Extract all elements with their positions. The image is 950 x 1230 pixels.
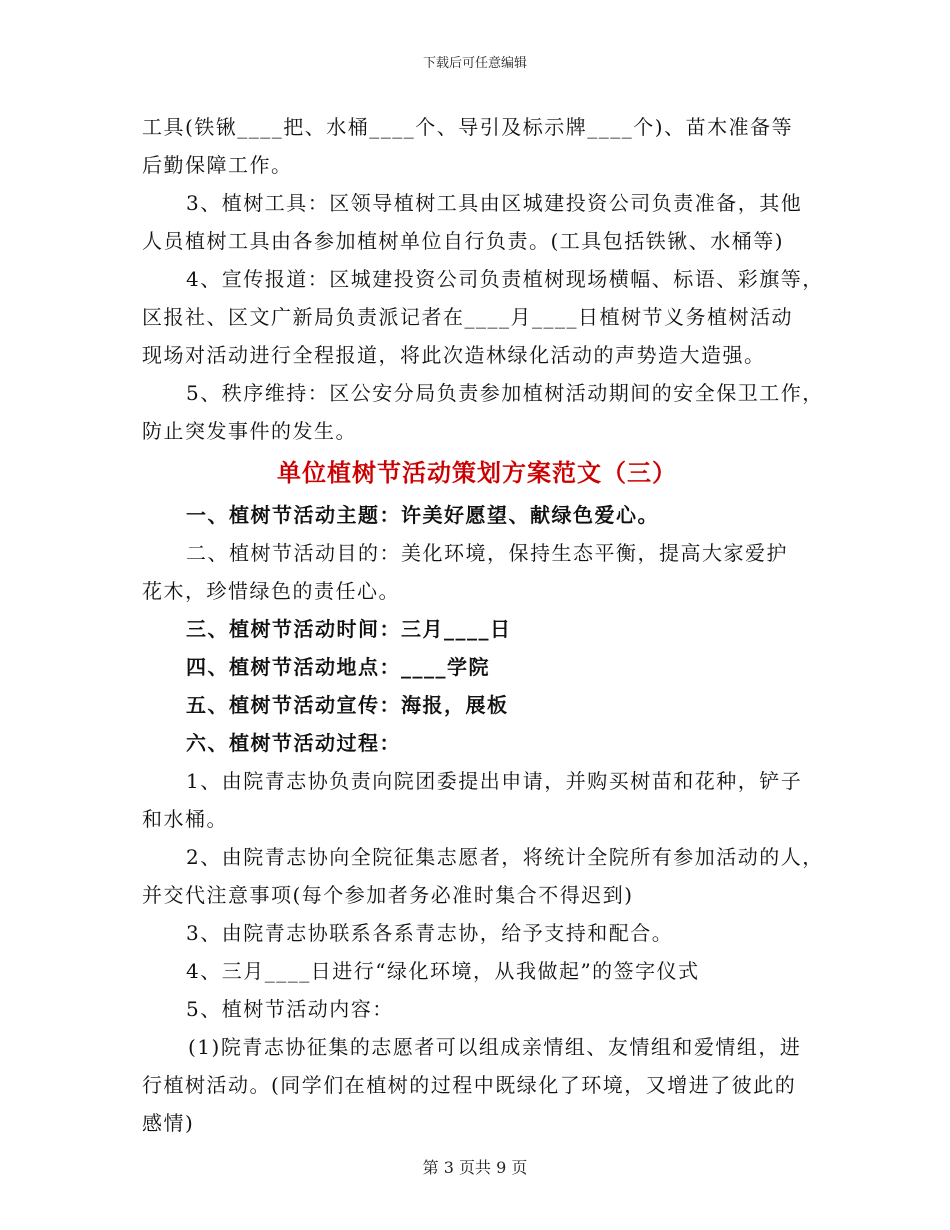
paragraph-line: 和水桶。 xyxy=(142,807,228,831)
section-title: 单位植树节活动策划方案范文（三） xyxy=(277,458,677,487)
page-header: 下载后可任意编辑 xyxy=(422,56,527,71)
page-footer: 第 3 页共 9 页 xyxy=(422,1158,528,1177)
paragraph-line: 二、植树节活动目的：美化环境，保持生态平衡，提高大家爱护 xyxy=(186,541,788,565)
paragraph-line: 4、宣传报道：区城建投资公司负责植树现场横幅、标语、彩旗等， xyxy=(186,267,824,291)
paragraph-line: 行植树活动。(同学们在植树的过程中既绿化了环境，又增进了彼此的 xyxy=(142,1073,797,1097)
heading-line: 五、植树节活动宣传：海报，展板 xyxy=(186,693,509,717)
paragraph-line: 工具(铁锹____把、水桶____个、导引及标示牌____个)、苗木准备等 xyxy=(142,115,794,139)
paragraph-line: 2、由院青志协向全院征集志愿者，将统计全院所有参加活动的人， xyxy=(186,845,824,869)
paragraph-line: 3、植树工具：区领导植树工具由区城建投资公司负责准备，其他 xyxy=(186,191,803,215)
paragraph-line: 感情) xyxy=(142,1111,195,1135)
paragraph-line: 区报社、区文广新局负责派记者在____月____日植树节义务植树活动 xyxy=(142,305,793,329)
paragraph-line: 花木，珍惜绿色的责任心。 xyxy=(142,579,400,603)
heading-line: 一、植树节活动主题：许美好愿望、献绿色爱心。 xyxy=(186,503,659,527)
paragraph-line: 5、秩序维持：区公安分局负责参加植树活动期间的安全保卫工作， xyxy=(186,381,824,405)
paragraph-line: 后勤保障工作。 xyxy=(142,153,293,177)
paragraph-line: 防止突发事件的发生。 xyxy=(142,419,357,443)
heading-line: 六、植树节活动过程： xyxy=(186,731,401,755)
paragraph-line: 3、由院青志协联系各系青志协，给予支持和配合。 xyxy=(186,921,674,945)
heading-line: 四、植树节活动地点：____学院 xyxy=(186,655,490,679)
document-body xyxy=(142,108,822,1142)
paragraph-line: 1、由院青志协负责向院团委提出申请，并购买树苗和花种，铲子 xyxy=(186,769,803,793)
heading-line: 三、植树节活动时间：三月____日 xyxy=(186,617,512,641)
paragraph-line: 现场对活动进行全程报道，将此次造林绿化活动的声势造大造强。 xyxy=(142,343,766,367)
paragraph-line: 人员植树工具由各参加植树单位自行负责。(工具包括铁锹、水桶等) xyxy=(142,229,785,253)
paragraph-line: 并交代注意事项(每个参加者务必准时集合不得迟到) xyxy=(142,883,634,907)
paragraph-line: (1)院青志协征集的志愿者可以组成亲情组、友情组和爱情组，进 xyxy=(188,1035,802,1059)
paragraph-line: 5、植树节活动内容： xyxy=(186,997,394,1021)
paragraph-line: 4、三月____日进行“绿化环境，从我做起”的签字仪式 xyxy=(186,959,700,983)
